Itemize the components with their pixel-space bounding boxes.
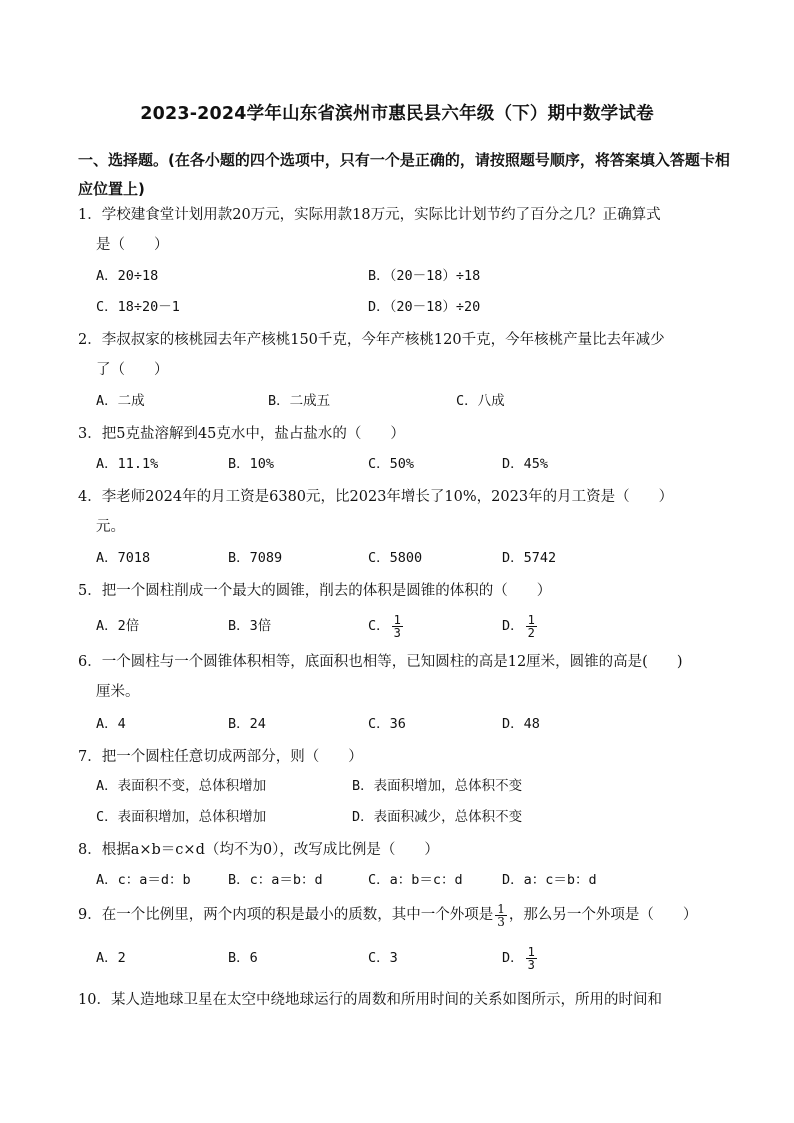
option-c[interactable]: C． $\frac{1}{3}$ <box>368 612 401 640</box>
options-row <box>96 867 736 893</box>
question-number: 1． <box>78 207 102 223</box>
question-text: 把一个圆柱削成一个最大的圆锥，削去的体积是圆锥的体积的（ ） <box>101 583 552 599</box>
fraction-one-third: $\frac{1}{3}$ <box>497 901 505 929</box>
question-9 <box>78 900 738 930</box>
option-a[interactable]: A．11.1% <box>96 456 159 472</box>
question-8 <box>78 835 738 865</box>
option-a[interactable]: A．二成 <box>96 393 145 409</box>
question-text: 在一个比例里，两个内项的积是最小的质数，其中一个外项是 <box>101 907 494 923</box>
option-c[interactable]: C．a：b＝c：d <box>368 872 463 888</box>
option-d[interactable]: D．（20－18）÷20 <box>368 299 481 315</box>
question-number: 2． <box>78 332 102 348</box>
question-number: 3． <box>78 426 102 442</box>
question-text: 学校建食堂计划用款20万元，实际用款18万元，实际比计划节约了百分之几？正确算式 <box>101 207 661 223</box>
option-d[interactable]: D．表面积减少，总体积不变 <box>352 809 523 825</box>
question-10 <box>78 985 738 1015</box>
question-continuation: 元。 <box>96 519 125 535</box>
fraction-one-half: $\frac{1}{2}$ <box>527 612 535 640</box>
section-heading: 一、选择题。(在各小题的四个选项中，只有一个是正确的，请按照题号顺序，将答案填入答题卡相应位置上) <box>78 151 730 198</box>
option-a[interactable]: A．20÷18 <box>96 268 159 284</box>
option-c[interactable]: C．18÷20－1 <box>96 299 180 315</box>
options-row <box>96 294 736 320</box>
question-number: 8． <box>78 842 102 858</box>
options-row <box>96 263 736 289</box>
option-d[interactable]: D． $\frac{1}{2}$ <box>502 612 535 640</box>
question-6 <box>78 647 738 707</box>
option-a[interactable]: A．2倍 <box>96 618 140 634</box>
option-c[interactable]: C．3 <box>368 950 398 966</box>
question-text-end: ，那么另一个外项是（ ） <box>508 907 698 923</box>
question-text: 把5克盐溶解到45克水中，盐占盐水的（ ） <box>101 426 405 442</box>
question-2 <box>78 325 738 385</box>
question-number: 9． <box>78 907 102 923</box>
option-d[interactable]: D．5742 <box>502 550 557 566</box>
question-number: 6． <box>78 654 102 670</box>
fraction-one-third: $\frac{1}{3}$ <box>527 944 535 972</box>
option-c[interactable]: C．八成 <box>456 393 505 409</box>
option-c[interactable]: C．5800 <box>368 550 423 566</box>
option-b[interactable]: B．（20－18）÷18 <box>368 268 481 284</box>
question-text: 把一个圆柱任意切成两部分，则（ ） <box>101 749 363 765</box>
option-a[interactable]: A．c：a＝d：b <box>96 872 191 888</box>
options-row <box>96 451 736 477</box>
option-b[interactable]: B．二成五 <box>268 393 331 409</box>
question-text: 某人造地球卫星在太空中绕地球运行的周数和所用时间的关系如图所示，所用的时间和 <box>110 992 662 1008</box>
fraction-one-third: $\frac{1}{3}$ <box>393 612 401 640</box>
question-number: 5． <box>78 583 102 599</box>
options-row <box>96 388 736 414</box>
question-4 <box>78 482 738 542</box>
option-c[interactable]: C．表面积增加，总体积增加 <box>96 809 267 825</box>
option-d[interactable]: D．a：c＝b：d <box>502 872 597 888</box>
option-c[interactable]: C．36 <box>368 716 406 732</box>
option-a[interactable]: A．2 <box>96 950 126 966</box>
option-d[interactable]: D． $\frac{1}{3}$ <box>502 944 535 972</box>
question-continuation: 是（ ） <box>96 237 169 253</box>
question-number: 4． <box>78 489 102 505</box>
question-number: 10． <box>78 992 111 1008</box>
question-number: 7． <box>78 749 102 765</box>
question-1 <box>78 200 738 260</box>
question-7 <box>78 742 738 772</box>
option-a[interactable]: A．表面积不变，总体积增加 <box>96 778 267 794</box>
question-text: 根据a×b＝c×d（均不为0），改写成比例是（ ） <box>101 842 439 858</box>
option-c[interactable]: C．50% <box>368 456 415 472</box>
option-b[interactable]: B．7089 <box>228 550 283 566</box>
question-5 <box>78 576 738 606</box>
option-b[interactable]: B．3倍 <box>228 618 272 634</box>
option-d[interactable]: D．45% <box>502 456 549 472</box>
option-b[interactable]: B．表面积增加，总体积不变 <box>352 778 523 794</box>
question-continuation: 厘米。 <box>96 684 140 700</box>
option-b[interactable]: B．10% <box>228 456 275 472</box>
options-row <box>96 773 736 799</box>
question-text: 李叔叔家的核桃园去年产核桃150千克，今年产核桃120千克，今年核桃产量比去年减少 <box>101 332 665 348</box>
question-3 <box>78 419 738 449</box>
question-text: 一个圆柱与一个圆锥体积相等，底面积也相等，已知圆柱的高是12厘米，圆锥的高是( ) <box>101 654 683 670</box>
question-text: 李老师2024年的月工资是6380元，比2023年增长了10%，2023年的月工资是（ ） <box>101 489 674 505</box>
options-row <box>96 804 736 830</box>
options-row <box>96 945 736 971</box>
question-continuation: 了（ ） <box>96 362 169 378</box>
option-a[interactable]: A．4 <box>96 716 126 732</box>
options-row <box>96 711 736 737</box>
option-b[interactable]: B．c：a＝b：d <box>228 872 323 888</box>
option-b[interactable]: B．6 <box>228 950 258 966</box>
option-a[interactable]: A．7018 <box>96 550 151 566</box>
options-row <box>96 613 736 639</box>
options-row <box>96 545 736 571</box>
page-title: 2023-2024学年山东省滨州市惠民县六年级（下）期中数学试卷 <box>140 104 654 124</box>
option-d[interactable]: D．48 <box>502 716 540 732</box>
option-b[interactable]: B．24 <box>228 716 266 732</box>
